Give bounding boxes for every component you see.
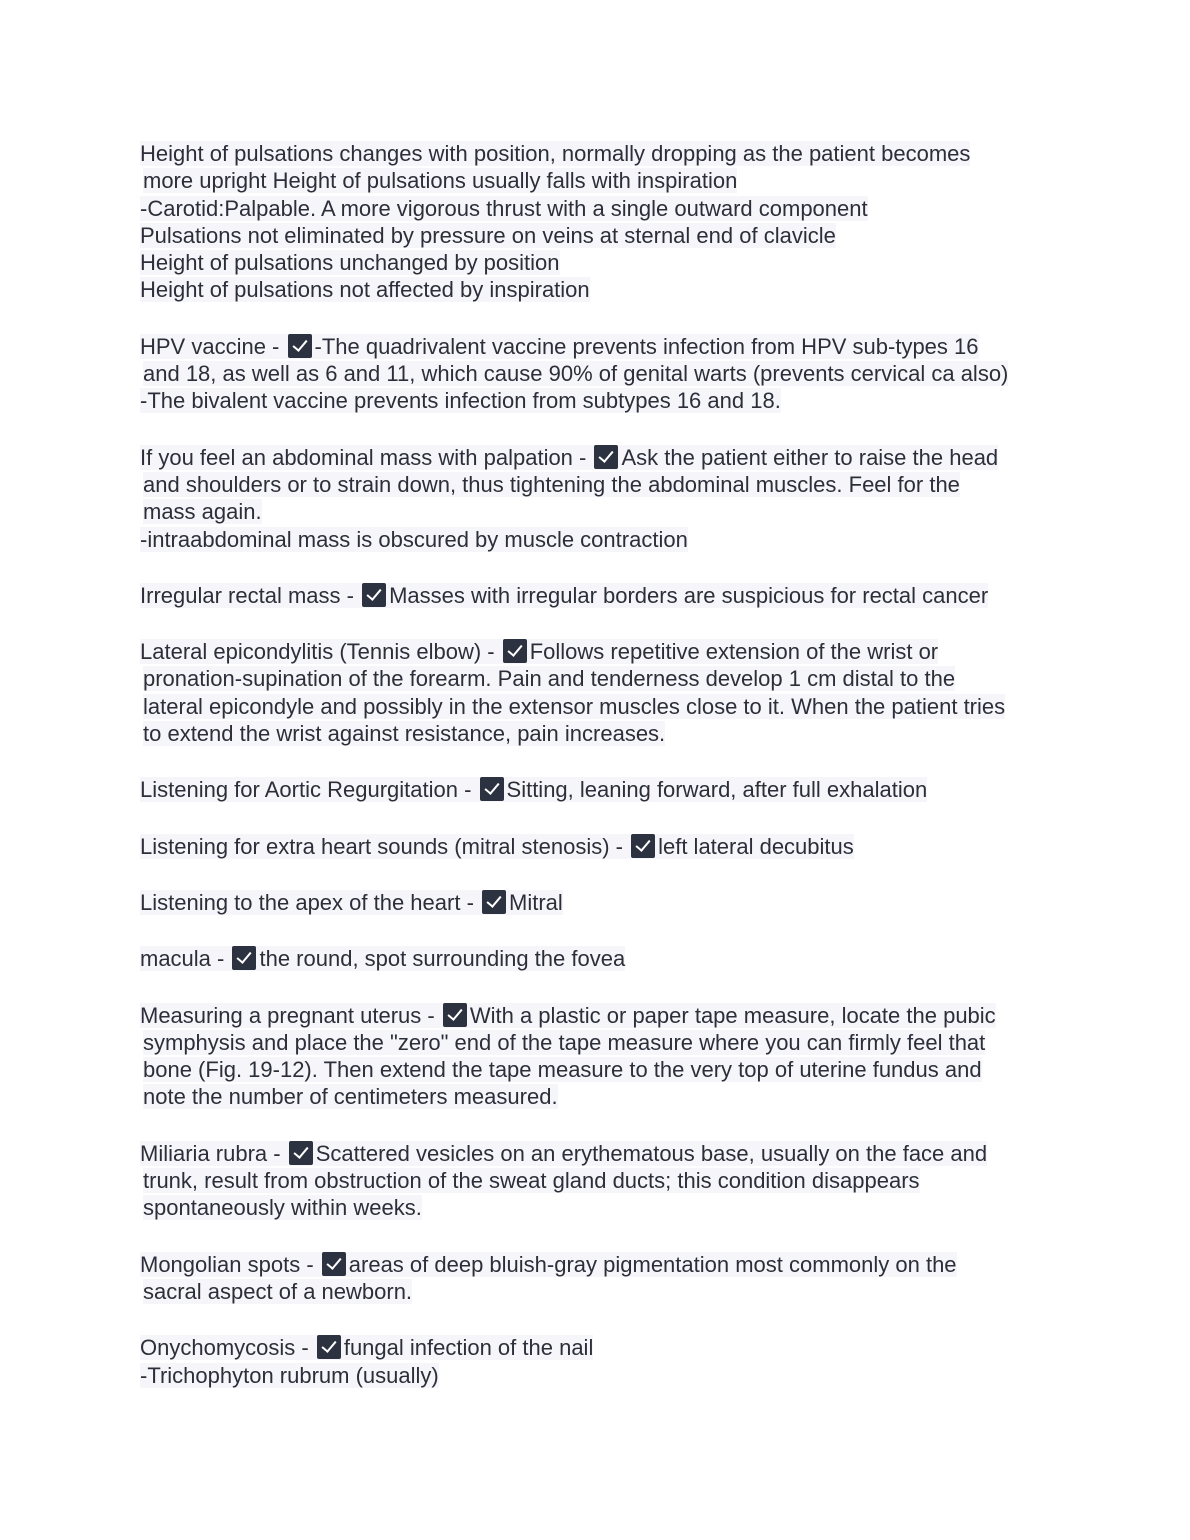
flashcard-term: Listening for extra heart sounds (mitral stenosis) -: [140, 833, 630, 859]
flashcard-definition: left lateral decubitus: [658, 833, 854, 859]
flashcard-continuation-line: to extend the wrist against resistance, pain increases.: [143, 721, 666, 747]
intro-line: more upright Height of pulsations usually falls with inspiration: [143, 168, 738, 194]
checkbox-checked-icon: [232, 946, 256, 970]
checkbox-checked-icon: [443, 1003, 467, 1027]
document-page: [140, 140, 1050, 1418]
flashcard-term: Irregular rectal mass -: [140, 582, 361, 608]
flashcard-continuation-line: mass again.: [143, 499, 262, 525]
checkbox-checked-icon: [480, 777, 504, 801]
flashcard-first-line: [140, 1335, 593, 1360]
flashcard-term: Measuring a pregnant uterus -: [140, 1002, 441, 1028]
intro-line: Height of pulsations changes with position, normally dropping as the patient becomes: [140, 141, 971, 166]
flashcard-entry: [140, 776, 1050, 803]
flashcard-list: [140, 333, 1050, 1389]
flashcard-entry: [140, 1334, 1050, 1389]
flashcard-term: Onychomycosis -: [140, 1335, 315, 1361]
flashcard-entry: [140, 582, 1050, 609]
flashcard-continuation-line: trunk, result from obstruction of the sweat gland ducts; this condition disappears: [143, 1168, 920, 1194]
flashcard-first-line: [140, 1003, 996, 1028]
flashcard-entry: [140, 444, 1050, 553]
checkbox-checked-icon: [317, 1335, 341, 1359]
checkbox-checked-icon: [288, 334, 312, 358]
flashcard-continuation-line: and 18, as well as 6 and 11, which cause 90% of genital warts (prevents cervical ca also): [143, 361, 1009, 387]
intro-line: Height of pulsations not affected by inspiration: [140, 277, 590, 303]
flashcard-first-line: [140, 777, 927, 802]
flashcard-definition: fungal infection of the nail: [343, 1335, 594, 1361]
flashcard-continuation-line: sacral aspect of a newborn.: [143, 1278, 413, 1304]
flashcard-entry: [140, 1140, 1050, 1222]
flashcard-definition: the round, spot surrounding the fovea: [259, 946, 626, 972]
flashcard-entry: [140, 1002, 1050, 1111]
flashcard-definition: Masses with irregular borders are suspicious for rectal cancer: [389, 582, 989, 608]
intro-line: Pulsations not eliminated by pressure on veins at sternal end of clavicle: [140, 222, 836, 248]
flashcard-first-line: [140, 890, 563, 915]
flashcard-first-line: [140, 639, 938, 664]
flashcard-entry: [140, 945, 1050, 972]
flashcard-continuation-line: note the number of centimeters measured.: [143, 1084, 558, 1110]
flashcard-continuation-line: and shoulders or to strain down, thus tightening the abdominal muscles. Feel for the: [143, 471, 960, 497]
flashcard-definition: Follows repetitive extension of the wrist or: [529, 639, 939, 665]
flashcard-definition: Sitting, leaning forward, after full exhalation: [506, 777, 928, 803]
checkbox-checked-icon: [322, 1252, 346, 1276]
flashcard-first-line: [140, 834, 854, 859]
flashcard-continuation-line: bone (Fig. 19-12). Then extend the tape measure to the very top of uterine fundus and: [143, 1057, 982, 1083]
flashcard-first-line: [140, 1141, 987, 1166]
flashcard-continuation-line: symphysis and place the "zero" end of the tape measure where you can firmly feel that: [143, 1029, 986, 1055]
flashcard-first-line: [140, 445, 998, 470]
intro-block: [140, 140, 1050, 304]
flashcard-continuation-line: -The bivalent vaccine prevents infection from subtypes 16 and 18.: [140, 388, 781, 414]
flashcard-definition: With a plastic or paper tape measure, locate the pubic: [469, 1002, 996, 1028]
flashcard-definition: -The quadrivalent vaccine prevents infection from HPV sub-types 16: [314, 333, 979, 359]
flashcard-entry: [140, 638, 1050, 747]
flashcard-first-line: [140, 1252, 957, 1277]
flashcard-term: Listening for Aortic Regurgitation -: [140, 777, 478, 803]
flashcard-term: HPV vaccine -: [140, 333, 286, 359]
flashcard-definition: Scattered vesicles on an erythematous base, usually on the face and: [315, 1140, 988, 1166]
checkbox-checked-icon: [503, 639, 527, 663]
checkbox-checked-icon: [289, 1141, 313, 1165]
checkbox-checked-icon: [362, 583, 386, 607]
flashcard-term: Lateral epicondylitis (Tennis elbow) -: [140, 639, 501, 665]
flashcard-continuation-line: spontaneously within weeks.: [143, 1195, 422, 1221]
flashcard-continuation-line: -intraabdominal mass is obscured by muscle contraction: [140, 526, 688, 552]
flashcard-term: Mongolian spots -: [140, 1251, 320, 1277]
intro-line: -Carotid:Palpable. A more vigorous thrust with a single outward component: [140, 195, 868, 221]
flashcard-continuation-line: -Trichophyton rubrum (usually): [140, 1362, 439, 1388]
flashcard-term: Listening to the apex of the heart -: [140, 889, 481, 915]
flashcard-first-line: [140, 946, 625, 971]
flashcard-entry: [140, 833, 1050, 860]
flashcard-definition: areas of deep bluish-gray pigmentation most commonly on the: [348, 1251, 957, 1277]
flashcard-term: macula -: [140, 946, 231, 972]
flashcard-definition: Ask the patient either to raise the head: [621, 444, 999, 470]
checkbox-checked-icon: [594, 445, 618, 469]
flashcard-definition: Mitral: [509, 889, 563, 915]
flashcard-entry: [140, 333, 1050, 415]
flashcard-continuation-line: lateral epicondyle and possibly in the extensor muscles close to it. When the patient tries: [143, 693, 1006, 719]
flashcard-first-line: [140, 334, 979, 359]
intro-line: Height of pulsations unchanged by position: [140, 250, 560, 276]
checkbox-checked-icon: [631, 834, 655, 858]
flashcard-term: If you feel an abdominal mass with palpation -: [140, 444, 593, 470]
flashcard-entry: [140, 1251, 1050, 1306]
flashcard-continuation-line: pronation-supination of the forearm. Pain and tenderness develop 1 cm distal to the: [143, 666, 956, 692]
flashcard-entry: [140, 889, 1050, 916]
flashcard-first-line: [140, 583, 988, 608]
checkbox-checked-icon: [482, 890, 506, 914]
flashcard-term: Miliaria rubra -: [140, 1140, 287, 1166]
